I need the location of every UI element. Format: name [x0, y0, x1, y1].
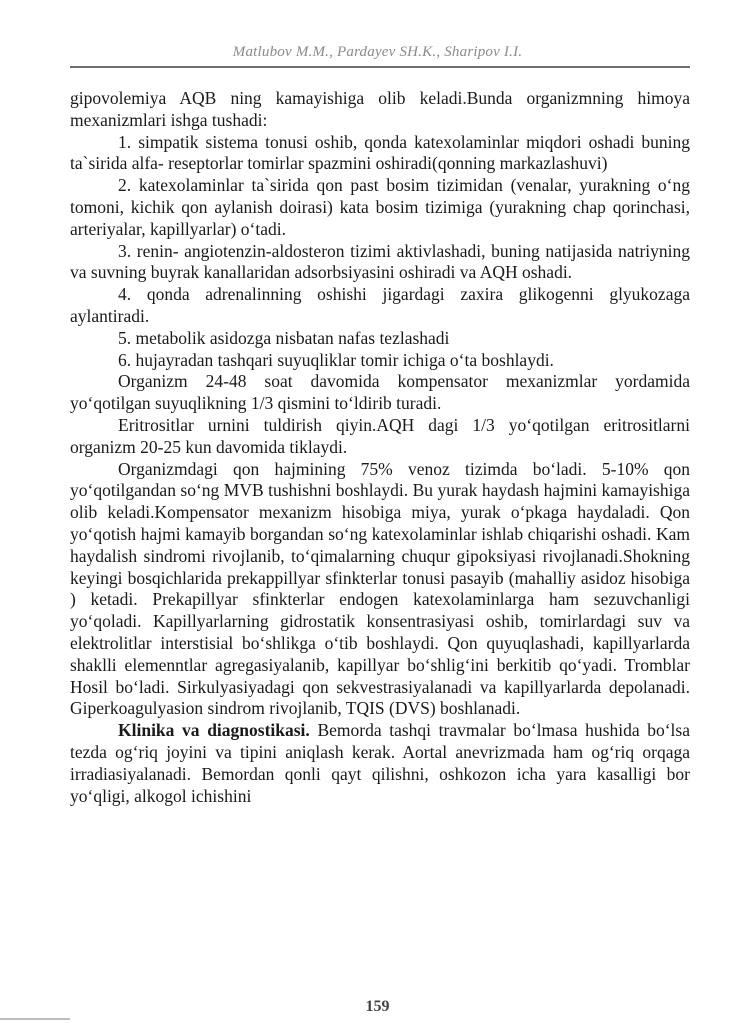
page-body [70, 88, 690, 807]
paragraph-compensation: Organizm 24-48 soat davomida kompensator mexanizmlar yordamida yo‘qotilgan suyuqlikning 1/3 qismini to‘ldirib turadi. [70, 371, 690, 414]
list-item-1: 1. simpatik sistema tonusi oshib, qonda katexolaminlar miqdori oshadi buning ta`sirida alfa- reseptorlar tomirlar spazmini oshiradi(qonning markazlashuvi) [70, 131, 690, 174]
footer-divider [0, 1018, 70, 1020]
page-number: 159 [365, 998, 390, 1015]
running-header: Matlubov M.M., Pardayev SH.K., Sharipov I.I. [232, 44, 523, 60]
list-item-2: 2. katexolaminlar ta`sirida qon past bosim tizimidan (venalar, yurakning o‘ng tomoni, kichik qon aylanish doirasi) kata bosim tizimiga (yurakning chap qorinchasi, arteriyalar, kapillyarlar) o‘tadi. [70, 175, 690, 239]
paragraph-blood-volume: Organizmdagi qon hajmining 75% venoz tizimda bo‘ladi. 5-10% qon yo‘qotilgandan so‘ng MVB tushishni boshlaydi. Bu yurak haydash hajmini kamayishiga olib keladi.Kompensator mexanizm hisobiga miya, yurak o‘pkaga haydaladi. Qon yo‘qotish hajmi kamayib borgandan so‘ng katexolaminlar ishlab chiqarishi oshadi. Kam haydalish sindromi rivojlanib, to‘qimalarning chuqur gipoksiyasi rivojlanadi.Shokning keyingi bosqichlarida prekappillyar sfinkterlar tonusi pasayib (mahalliy asidoz hisobiga ) ketadi. Prekapillyar sfinkterlar endogen katexolaminlarga ham sezuvchanligi yo‘qoladi. Kapillyarlarning gidrostatik konsentrasiyasi oshib, tomirlardagi suv va elektrolitlar interstisial bo‘shlikga o‘tib boshlaydi. Qon quyuqlashadi, kapillyarlarda shaklli elemenntlar agregasiyalanib, kapillyar bo‘shlig‘ini berkitib qo‘yadi. Tromblar Hosil bo‘ladi. Sirkulyasiyadagi qon sekvestrasiyalanadi va kapillyarlarda depolanadi. Giperkoagulyasion sindrom rivojlanib, TQIS (DVS) boshlanadi. [70, 458, 690, 719]
paragraph-erythrocytes: Eritrositlar urnini tuldirish qiyin.AQH dagi 1/3 yo‘qotilgan eritrositlarni organizm 20-25 kun davomida tiklaydi. [70, 414, 690, 457]
paragraph-clinic [70, 720, 690, 807]
list-item-6: 6. hujayradan tashqari suyuqliklar tomir ichiga o‘ta boshlaydi. [118, 349, 554, 370]
list-item-4: 4. qonda adrenalinning oshishi jigardagi zaxira glikogenni glyukozaga aylantiradi. [70, 284, 690, 326]
header-divider [70, 66, 690, 68]
paragraph-clinic-text: Bemorda tashqi travmalar bo‘lmasa hushida bo‘lsa tezda og‘riq joyini va tipini aniqlash kerak. Aortal anevrizmada ham og‘riq orqaga irradiasiyalanadi. Bemordan qonli qayt qilishni, oshkozon icha yara kasalligi bor yo‘qligi, alkogol ichishini [70, 720, 690, 806]
list-item-3: 3. renin- angiotenzin-aldosteron tizimi aktivlashadi, buning natijasida natriyning va suvning buyrak kanallaridan adsorbsiyasini oshiradi va AQH oshadi. [70, 240, 690, 283]
paragraph-intro: gipovolemiya AQB ning kamayishiga olib keladi.Bunda organizmning himoya mexanizmlari ishga tushadi: [70, 88, 690, 130]
section-heading-clinic: Klinika va diagnostikasi. [118, 720, 310, 741]
list-item-5: 5. metabolik asidozga nisbatan nafas tezlashadi [118, 327, 450, 348]
